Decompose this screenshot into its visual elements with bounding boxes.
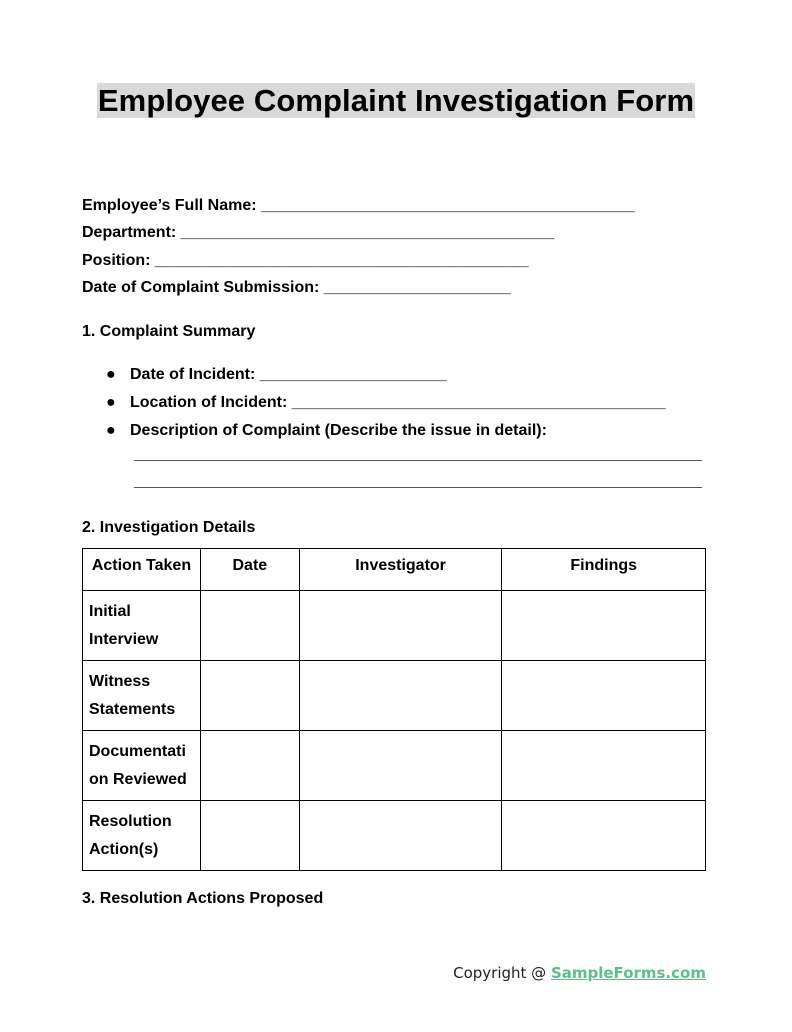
table-row: [83, 591, 706, 661]
investigation-table: [82, 548, 706, 871]
page-title: Employee Complaint Investigation Form: [97, 83, 695, 118]
department-blank[interactable]: __________________________________________: [180, 224, 555, 241]
section-resolution-actions-heading: 3. Resolution Actions Proposed: [82, 890, 324, 907]
employee-name-label: Employee’s Full Name:: [82, 197, 257, 214]
submission-date-blank[interactable]: _____________________: [323, 279, 511, 296]
findings-cell[interactable]: [502, 661, 706, 731]
position-label: Position:: [82, 252, 151, 269]
column-header-date: Date: [200, 549, 299, 591]
employee-name-field[interactable]: [82, 196, 635, 216]
table-row: [83, 661, 706, 731]
date-cell[interactable]: [200, 591, 299, 661]
complaint-description-label: Description of Complaint (Describe the issue in detail):: [130, 422, 547, 439]
action-cell: Initial Interview: [83, 591, 201, 661]
investigator-cell[interactable]: [299, 591, 502, 661]
incident-location-item[interactable]: [106, 393, 666, 413]
investigator-cell[interactable]: [299, 801, 502, 871]
position-field[interactable]: [82, 251, 529, 271]
investigator-cell[interactable]: [299, 731, 502, 801]
bullet-icon: ●: [106, 422, 116, 439]
section-investigation-details-heading: 2. Investigation Details: [82, 519, 256, 536]
incident-date-blank[interactable]: _____________________: [259, 366, 447, 383]
column-header-investigator: Investigator: [299, 549, 502, 591]
bullet-icon: ●: [106, 366, 116, 383]
employee-name-blank[interactable]: __________________________________________: [261, 197, 635, 214]
sampleforms-link[interactable]: SampleForms.com: [550, 964, 706, 982]
incident-location-blank[interactable]: __________________________________________: [291, 394, 666, 411]
date-cell[interactable]: [200, 731, 299, 801]
investigator-cell[interactable]: [299, 661, 502, 731]
copyright-footer: [453, 963, 706, 983]
action-cell: Witness Statements: [83, 661, 201, 731]
table-row: [83, 731, 706, 801]
submission-date-label: Date of Complaint Submission:: [82, 279, 320, 296]
submission-date-field[interactable]: [82, 278, 511, 298]
findings-cell[interactable]: [502, 591, 706, 661]
copyright-prefix: Copyright @: [453, 964, 551, 982]
incident-date-label: Date of Incident:: [130, 366, 256, 383]
action-cell: Resolution Action(s): [83, 801, 201, 871]
department-label: Department:: [82, 224, 177, 241]
description-line-2[interactable]: [134, 487, 702, 488]
action-cell: Documentation Reviewed: [83, 731, 201, 801]
column-header-action-taken: Action Taken: [83, 549, 201, 591]
position-blank[interactable]: __________________________________________: [154, 252, 529, 269]
findings-cell[interactable]: [502, 801, 706, 871]
bullet-icon: ●: [106, 394, 116, 411]
date-cell[interactable]: [200, 801, 299, 871]
column-header-findings: Findings: [502, 549, 706, 591]
incident-location-label: Location of Incident:: [130, 394, 288, 411]
section-complaint-summary-heading: 1. Complaint Summary: [82, 323, 256, 340]
findings-cell[interactable]: [502, 731, 706, 801]
department-field[interactable]: [82, 223, 554, 243]
description-line-1[interactable]: [134, 460, 702, 461]
incident-date-item[interactable]: [106, 365, 447, 385]
complaint-description-item: [106, 421, 547, 441]
date-cell[interactable]: [200, 661, 299, 731]
table-row: [83, 801, 706, 871]
title-wrap: [0, 83, 792, 118]
table-header-row: [83, 549, 706, 591]
